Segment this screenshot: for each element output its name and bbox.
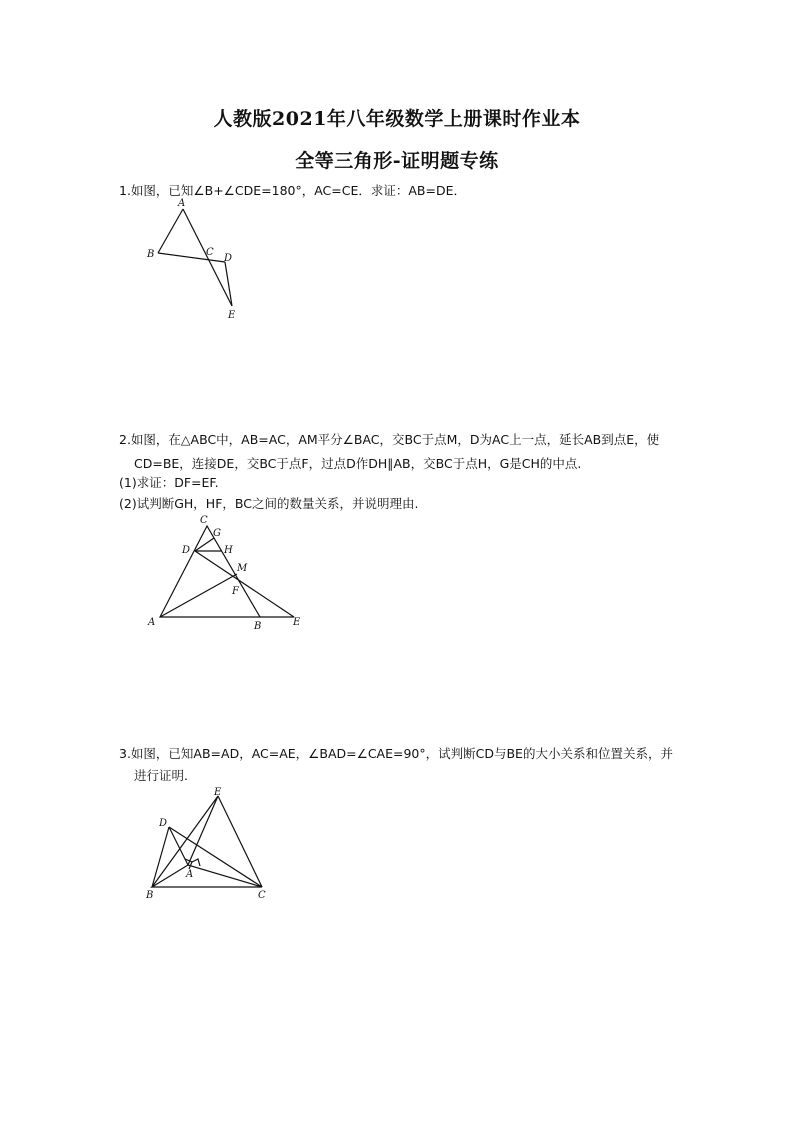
right-angle-mark-CAE bbox=[192, 859, 200, 866]
label-A: A bbox=[178, 198, 186, 209]
label-C: C bbox=[258, 890, 266, 901]
label-H: H bbox=[224, 545, 233, 556]
label-E: E bbox=[293, 617, 301, 628]
segment-BD bbox=[158, 253, 225, 262]
problem-2-part-2: (2)试判断GH，HF，BC之间的数量关系，并说明理由. bbox=[119, 496, 419, 511]
problem-1-figure bbox=[140, 196, 250, 326]
label-C: C bbox=[206, 247, 214, 258]
problem-3-text-line-2: 进行证明. bbox=[134, 768, 188, 783]
label-A: A bbox=[148, 617, 156, 628]
label-E: E bbox=[228, 310, 236, 321]
label-B: B bbox=[147, 249, 155, 260]
label-C: C bbox=[200, 515, 208, 526]
problem-2-text-line-1: 2.如图，在△ABC中，AB=AC，AM平分∠BAC，交BC于点M，D为AC上一点，延长AB到点E，使 bbox=[119, 432, 660, 447]
label-A: A bbox=[186, 869, 194, 880]
label-B: B bbox=[146, 890, 154, 901]
problem-1-text: 1.如图，已知∠B+∠CDE=180°，AC=CE．求证：AB=DE． bbox=[119, 183, 467, 198]
problem-2-part-1: (1)求证：DF=EF. bbox=[119, 475, 219, 490]
label-F: F bbox=[232, 586, 239, 597]
label-D: D bbox=[159, 818, 168, 829]
problem-3-text-line-1: 3.如图，已知AB=AD，AC=AE，∠BAD=∠CAE=90°，试判断CD与BE的大小关系和位置关系，并 bbox=[119, 746, 673, 761]
label-G: G bbox=[213, 528, 221, 539]
document-title: 人教版2021年八年级数学上册课时作业本 bbox=[213, 108, 581, 130]
segment-BE bbox=[152, 796, 218, 887]
label-B: B bbox=[254, 621, 262, 632]
label-D: D bbox=[224, 253, 233, 264]
problem-2-text-line-2: CD=BE，连接DE，交BC于点F，过点D作DH∥AB，交BC于点H，G是CH的中点. bbox=[134, 456, 582, 471]
label-D: D bbox=[182, 545, 191, 556]
label-E: E bbox=[214, 787, 222, 798]
document-subtitle: 全等三角形-证明题专练 bbox=[295, 150, 499, 172]
label-M: M bbox=[237, 563, 248, 574]
problem-3-figure bbox=[140, 784, 290, 904]
segment-AB bbox=[158, 209, 183, 253]
problem-2-figure bbox=[140, 508, 320, 633]
segment-DE bbox=[195, 551, 294, 617]
